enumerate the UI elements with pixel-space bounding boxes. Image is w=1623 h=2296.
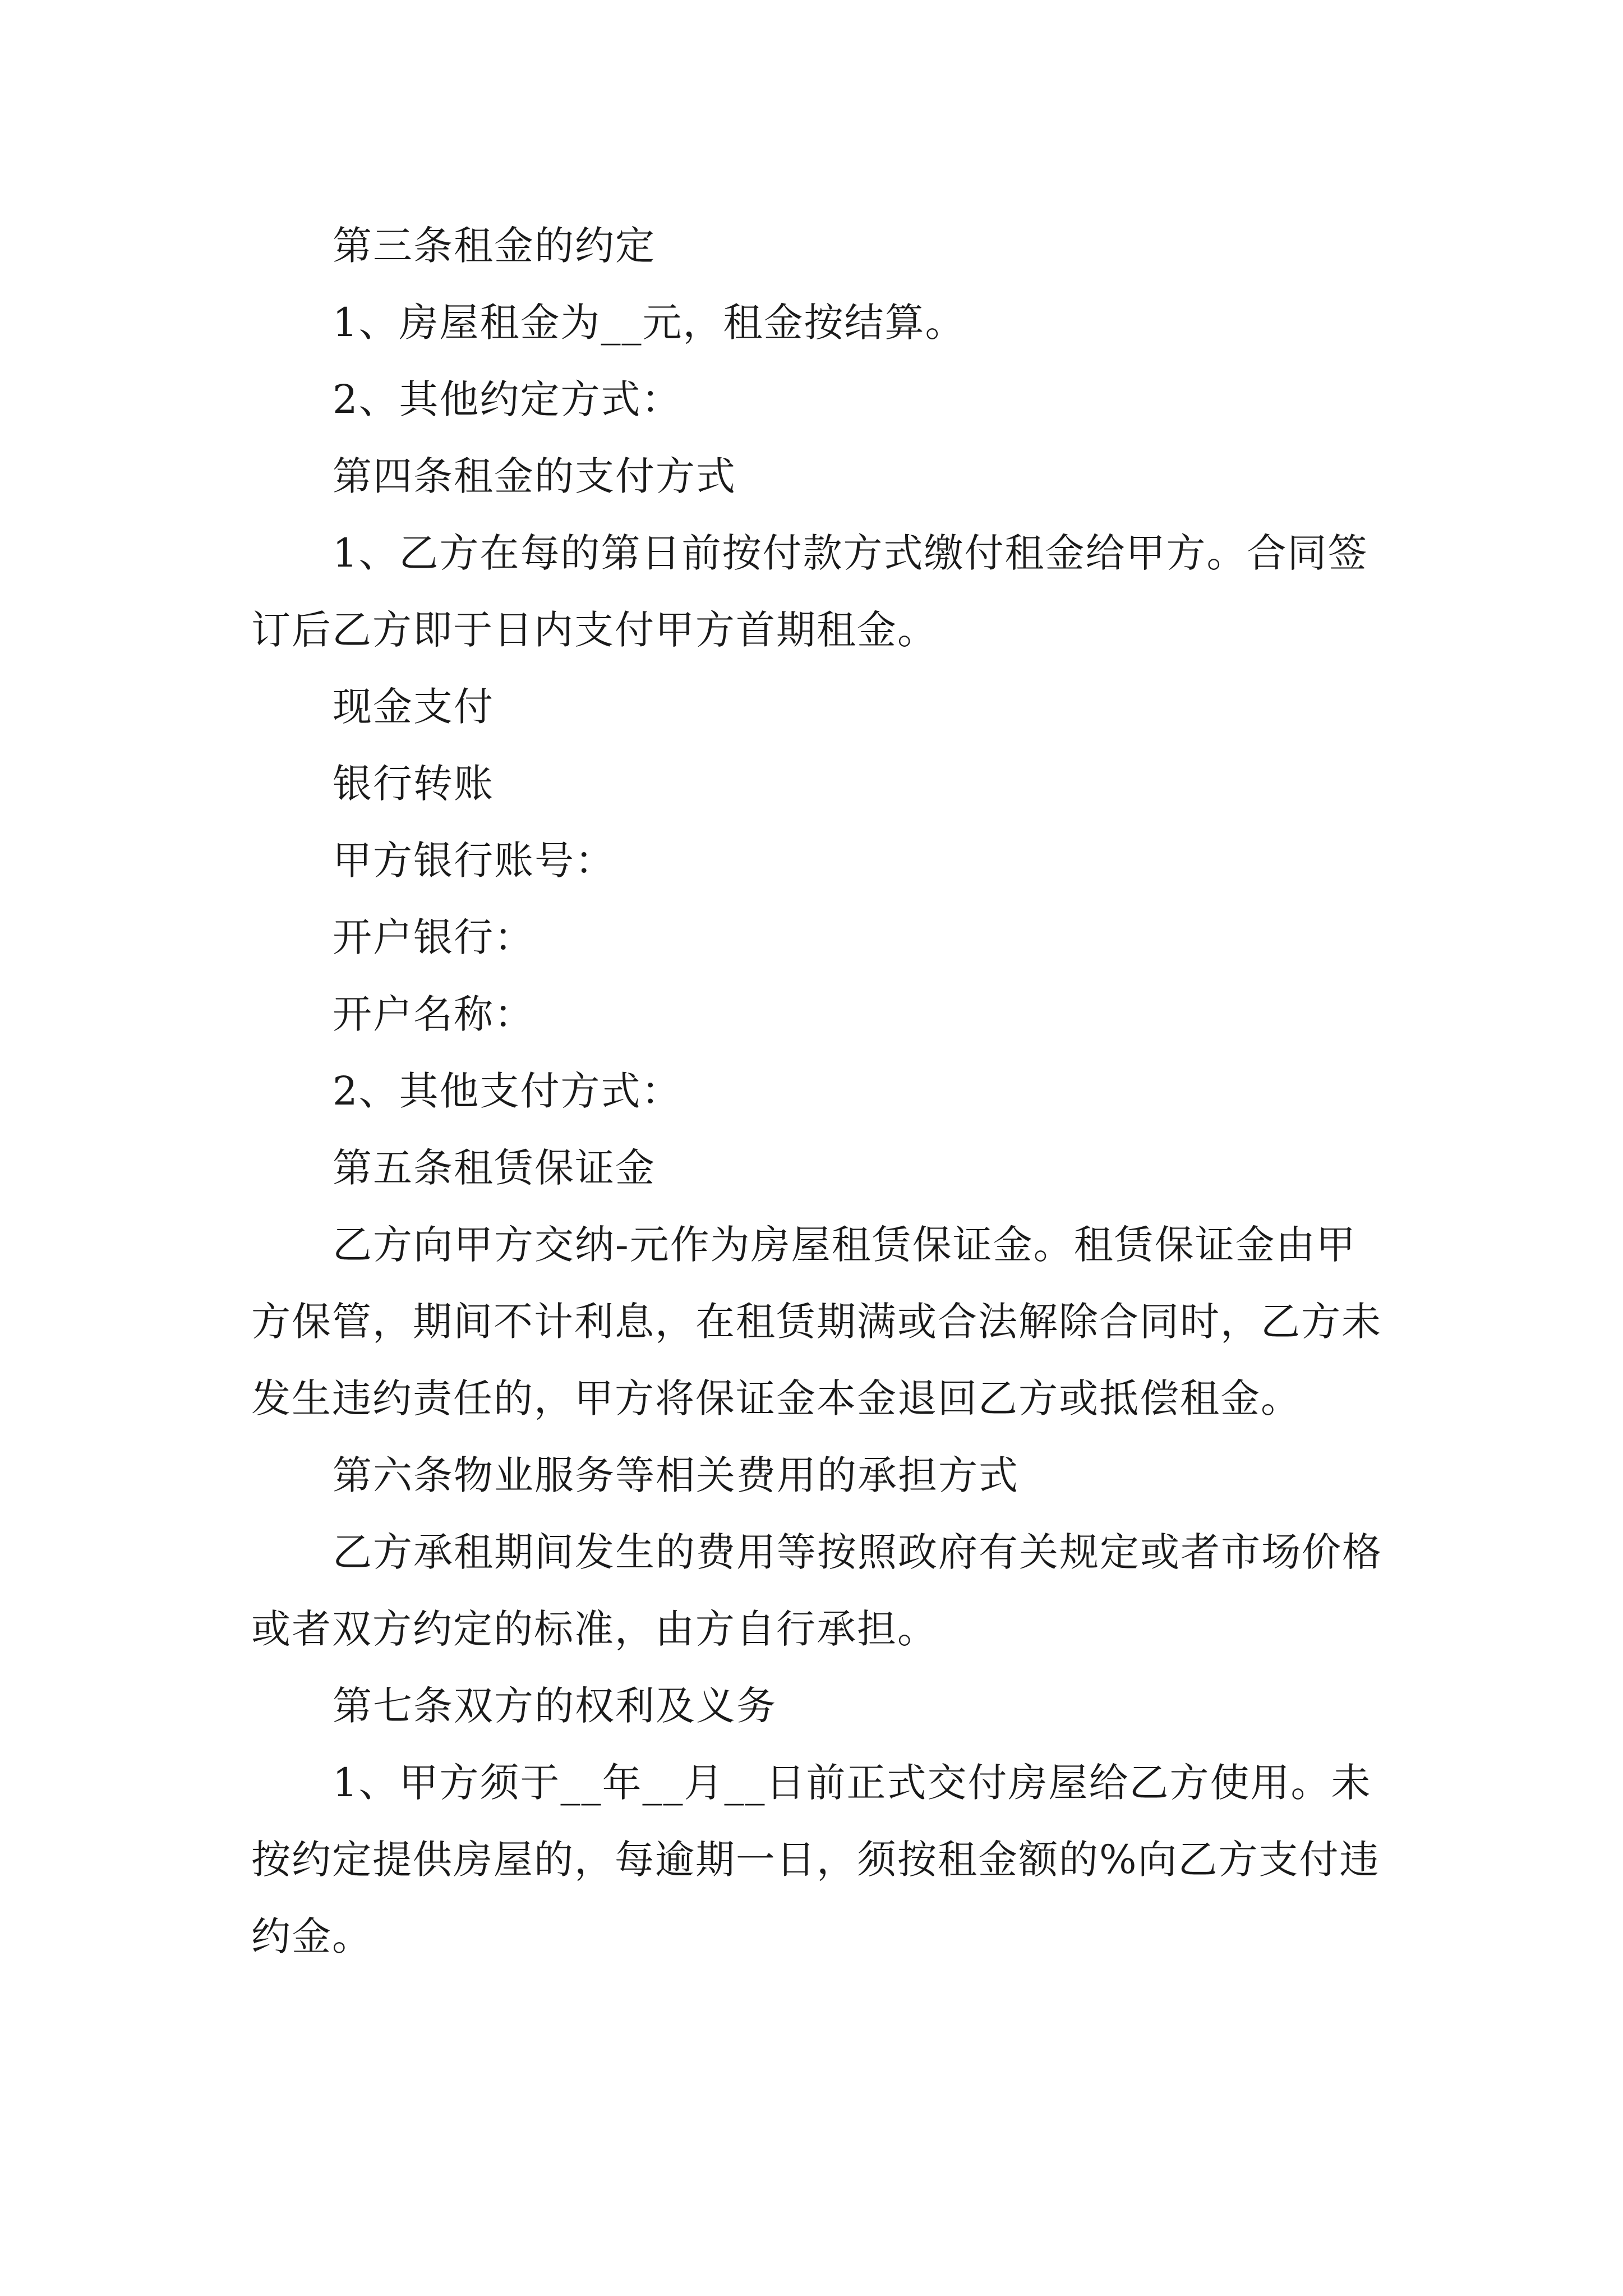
article-6-body: 乙方承租期间发生的费用等按照政府有关规定或者市场价格或者双方约定的标准，由方自行承担。 [251, 1529, 1382, 1652]
article-4-clause-2: 2、其他支付方式： [333, 1068, 682, 1114]
article-4-heading: 第四条租金的支付方式 [333, 453, 736, 499]
article-7-heading: 第七条双方的权利及义务 [333, 1683, 777, 1729]
article-7-clause-1: 1、甲方须于__年__月__日前正式交付房屋给乙方使用。未按约定提供房屋的，每逾期一日，须按租金额的%向乙方支付违约金。 [251, 1760, 1380, 1959]
article-5-heading: 第五条租赁保证金 [333, 1145, 656, 1191]
article-5-body: 乙方向甲方交纳-元作为房屋租赁保证金。租赁保证金由甲方保管，期间不计利息，在租赁期满或合法解除合同时，乙方未发生违约责任的，甲方将保证金本金退回乙方或抵偿租金。 [251, 1222, 1382, 1421]
bank-account-number-field: 甲方银行账号： [333, 838, 615, 884]
bank-name-field: 开户银行： [333, 914, 534, 960]
article-3-clause-2: 2、其他约定方式： [333, 376, 682, 422]
document-body [251, 208, 1395, 1975]
payment-option-bank-transfer: 银行转账 [333, 761, 494, 807]
payment-option-cash: 现金支付 [333, 684, 494, 730]
article-3-clause-1: 1、房屋租金为__元，租金按结算。 [333, 300, 966, 346]
account-name-field: 开户名称： [333, 991, 534, 1037]
article-6-heading: 第六条物业服务等相关费用的承担方式 [333, 1452, 1019, 1498]
article-3-heading: 第三条租金的约定 [333, 223, 656, 269]
article-4-clause-1: 1、乙方在每的第日前按付款方式缴付租金给甲方。合同签订后乙方即于日内支付甲方首期租金。 [251, 530, 1368, 653]
